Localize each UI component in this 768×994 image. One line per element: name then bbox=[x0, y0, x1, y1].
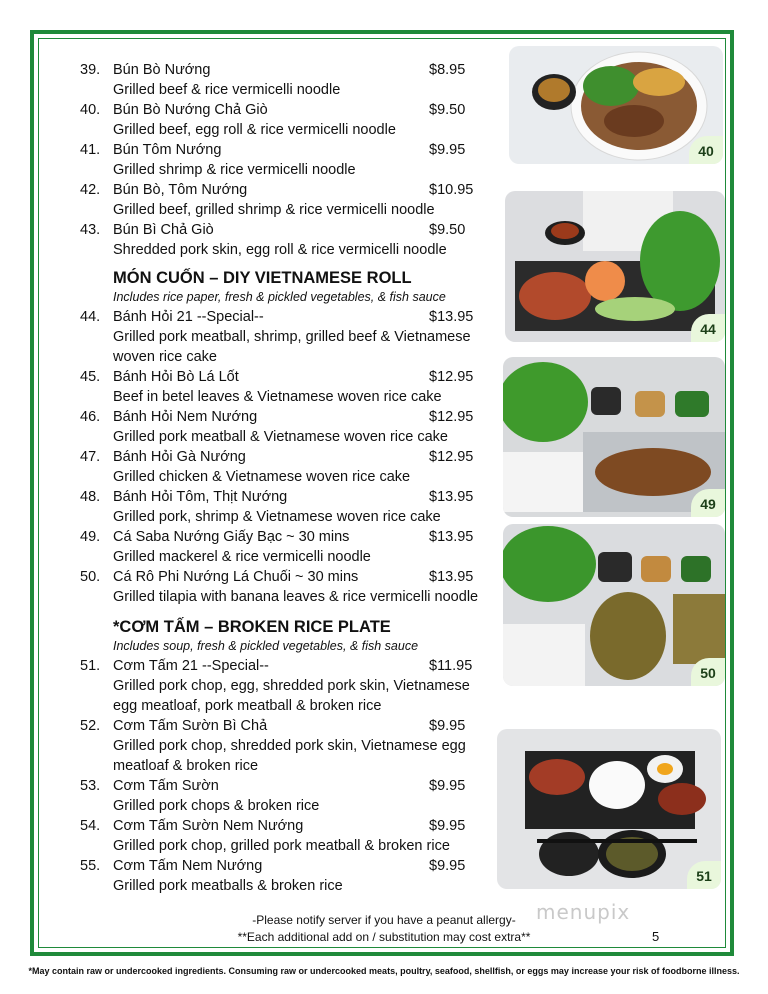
item-number: 46. bbox=[80, 409, 101, 425]
item-price: $13.95 bbox=[429, 309, 474, 325]
item-description: Grilled pork meatball, shrimp, grilled beef & Vietnamese bbox=[113, 329, 471, 345]
item-price: $9.95 bbox=[429, 818, 466, 834]
item-name: Cá Rô Phi Nướng Lá Chuối ~ 30 mins bbox=[113, 569, 359, 585]
item-price: $9.95 bbox=[429, 858, 466, 874]
menu-item bbox=[80, 307, 500, 327]
item-name: Bún Tôm Nướng bbox=[113, 142, 222, 158]
diy-roll-items bbox=[80, 307, 500, 607]
photo-badge: 50 bbox=[691, 658, 725, 686]
item-name: Bún Bò, Tôm Nướng bbox=[113, 182, 248, 198]
item-number: 41. bbox=[80, 142, 101, 158]
item-description: Grilled pork chops & broken rice bbox=[113, 798, 320, 814]
item-name: Bánh Hỏi Tôm, Thịt Nướng bbox=[113, 489, 288, 505]
item-number: 45. bbox=[80, 369, 101, 385]
food-safety-disclaimer: *May contain raw or undercooked ingredients. Consuming raw or undercooked meats, poultry, seafood, shellfish, or eggs may increase your risk of foodborne illness. bbox=[28, 966, 740, 976]
item-number: 43. bbox=[80, 222, 101, 238]
item-description: Grilled mackerel & rice vermicelli noodle bbox=[113, 549, 371, 565]
item-number: 39. bbox=[80, 62, 101, 78]
item-description: egg meatloaf, pork meatball & broken rice bbox=[113, 698, 382, 714]
food-photo-40 bbox=[509, 46, 723, 164]
item-price: $11.95 bbox=[429, 658, 473, 674]
item-number: 49. bbox=[80, 529, 101, 545]
menu-item bbox=[80, 716, 500, 736]
photo-badge: 44 bbox=[691, 314, 725, 342]
menu-item bbox=[80, 656, 500, 676]
menu-item bbox=[80, 407, 500, 427]
item-description: Grilled tilapia with banana leaves & rice vermicelli noodle bbox=[113, 589, 479, 605]
item-name: Cơm Tấm Sườn bbox=[113, 778, 219, 794]
menu-item bbox=[80, 220, 500, 240]
peanut-allergy-note: -Please notify server if you have a peanut allergy- bbox=[252, 913, 516, 927]
food-photo-50 bbox=[503, 524, 725, 686]
item-price: $9.50 bbox=[429, 222, 466, 238]
item-number: 42. bbox=[80, 182, 101, 198]
section-note-broken-rice: Includes soup, fresh & pickled vegetables, & fish sauce bbox=[113, 639, 419, 653]
menu-item bbox=[80, 140, 500, 160]
broken-rice-items bbox=[80, 656, 500, 896]
item-description: woven rice cake bbox=[113, 349, 217, 365]
bun-items bbox=[80, 60, 500, 260]
item-price: $10.95 bbox=[429, 182, 474, 198]
food-photo-51 bbox=[497, 729, 721, 889]
menu-item bbox=[80, 60, 500, 80]
roll-platter-illustration bbox=[505, 191, 725, 342]
section-note-diy-roll: Includes rice paper, fresh & pickled vegetables, & fish sauce bbox=[113, 290, 446, 304]
item-price: $12.95 bbox=[429, 369, 474, 385]
item-price: $9.50 bbox=[429, 102, 466, 118]
item-number: 51. bbox=[80, 658, 101, 674]
photo-badge: 51 bbox=[687, 861, 721, 889]
addon-note: **Each additional add on / substitution may cost extra** bbox=[237, 930, 531, 944]
item-name: Bánh Hỏi 21 --Special-- bbox=[113, 309, 264, 325]
item-number: 52. bbox=[80, 718, 101, 734]
item-price: $9.95 bbox=[429, 718, 466, 734]
item-name: Bún Bò Nướng bbox=[113, 62, 211, 78]
item-price: $13.95 bbox=[429, 569, 474, 585]
section-title-broken-rice: *CƠM TẤM – BROKEN RICE PLATE bbox=[113, 618, 391, 636]
item-name: Cơm Tấm Sườn Nem Nướng bbox=[113, 818, 304, 834]
page-number: 5 bbox=[652, 929, 660, 944]
watermark: menupix bbox=[536, 900, 631, 924]
item-description: Grilled chicken & Vietnamese woven rice cake bbox=[113, 469, 411, 485]
item-price: $9.95 bbox=[429, 142, 466, 158]
item-description: Grilled pork chop, grilled pork meatball & broken rice bbox=[113, 838, 450, 854]
item-description: Grilled pork meatballs & broken rice bbox=[113, 878, 343, 894]
item-name: Bánh Hỏi Nem Nướng bbox=[113, 409, 258, 425]
food-photo-44 bbox=[505, 191, 725, 342]
item-price: $13.95 bbox=[429, 489, 474, 505]
food-photo-49 bbox=[503, 357, 725, 517]
item-name: Bún Bì Chả Giò bbox=[113, 222, 214, 238]
item-name: Cơm Tấm Sườn Bì Chả bbox=[113, 718, 268, 734]
item-description: Grilled pork chop, shredded pork skin, Vietnamese egg bbox=[113, 738, 466, 754]
menu-item bbox=[80, 856, 500, 876]
item-price: $13.95 bbox=[429, 529, 474, 545]
item-description: Shredded pork skin, egg roll & rice vermicelli noodle bbox=[113, 242, 447, 258]
menu-item bbox=[80, 180, 500, 200]
item-description: Grilled beef, grilled shrimp & rice vermicelli noodle bbox=[113, 202, 435, 218]
menu-item bbox=[80, 527, 500, 547]
item-price: $12.95 bbox=[429, 409, 474, 425]
item-number: 40. bbox=[80, 102, 101, 118]
photo-badge: 49 bbox=[691, 489, 725, 517]
menu-item bbox=[80, 487, 500, 507]
item-number: 54. bbox=[80, 818, 101, 834]
menu-item bbox=[80, 776, 500, 796]
menu-item bbox=[80, 567, 500, 587]
grilled-mackerel-illustration bbox=[503, 357, 725, 517]
item-number: 48. bbox=[80, 489, 101, 505]
item-name: Cá Saba Nướng Giấy Bạc ~ 30 mins bbox=[113, 529, 350, 545]
broken-rice-plate-illustration bbox=[497, 729, 721, 889]
item-description: Grilled beef & rice vermicelli noodle bbox=[113, 82, 341, 98]
item-description: Grilled pork meatball & Vietnamese woven rice cake bbox=[113, 429, 449, 445]
item-description: Grilled beef, egg roll & rice vermicelli noodle bbox=[113, 122, 396, 138]
item-description: Grilled pork chop, egg, shredded pork skin, Vietnamese bbox=[113, 678, 470, 694]
item-number: 44. bbox=[80, 309, 101, 325]
item-price: $12.95 bbox=[429, 449, 474, 465]
item-price: $8.95 bbox=[429, 62, 466, 78]
item-description: Beef in betel leaves & Vietnamese woven rice cake bbox=[113, 389, 442, 405]
menu-item bbox=[80, 816, 500, 836]
menu-item bbox=[80, 367, 500, 387]
item-number: 55. bbox=[80, 858, 101, 874]
item-name: Cơm Tấm Nem Nướng bbox=[113, 858, 263, 874]
item-name: Cơm Tấm 21 --Special-- bbox=[113, 658, 269, 674]
item-number: 53. bbox=[80, 778, 101, 794]
tilapia-banana-leaf-illustration bbox=[503, 524, 725, 686]
item-number: 47. bbox=[80, 449, 101, 465]
photo-badge: 40 bbox=[689, 136, 723, 164]
item-price: $9.95 bbox=[429, 778, 466, 794]
item-description: Grilled pork, shrimp & Vietnamese woven rice cake bbox=[113, 509, 441, 525]
item-name: Bánh Hỏi Bò Lá Lốt bbox=[113, 369, 239, 385]
item-name: Bánh Hỏi Gà Nướng bbox=[113, 449, 246, 465]
item-description: meatloaf & broken rice bbox=[113, 758, 259, 774]
menu-list bbox=[80, 60, 500, 896]
item-description: Grilled shrimp & rice vermicelli noodle bbox=[113, 162, 356, 178]
menu-item bbox=[80, 447, 500, 467]
item-number: 50. bbox=[80, 569, 101, 585]
menu-item bbox=[80, 100, 500, 120]
section-title-diy-roll: MÓN CUỐN – DIY VIETNAMESE ROLL bbox=[113, 269, 412, 287]
item-name: Bún Bò Nướng Chả Giò bbox=[113, 102, 268, 118]
